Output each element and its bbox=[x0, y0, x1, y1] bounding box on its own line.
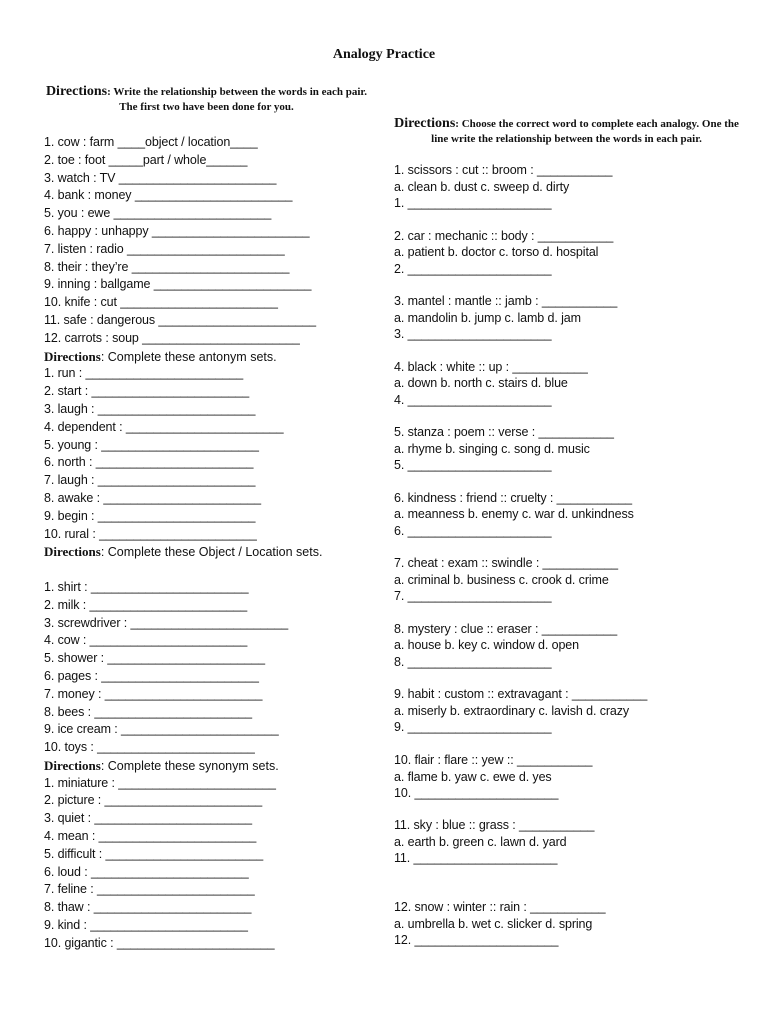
question-choices: a. miserly b. extraordinary c. lavish d. crazy bbox=[394, 703, 630, 718]
synonym-directions bbox=[44, 757, 364, 775]
synonym-item[interactable]: 2. picture : _______________________ bbox=[44, 793, 263, 808]
directions-label: Directions bbox=[44, 757, 101, 773]
synonym-item[interactable]: 10. gigantic : _______________________ bbox=[44, 935, 275, 950]
object-location-item[interactable]: 7. money : _______________________ bbox=[44, 686, 263, 701]
page-title: Analogy Practice bbox=[332, 47, 436, 62]
synonym-item[interactable]: 6. loud : _______________________ bbox=[44, 864, 249, 879]
analogy-question bbox=[394, 621, 734, 671]
question-prompt[interactable]: 5. stanza : poem :: verse : ___________ bbox=[394, 425, 614, 439]
question-choices: a. umbrella b. wet c. slicker d. spring bbox=[394, 916, 593, 931]
question-prompt[interactable]: 2. car : mechanic :: body : ___________ bbox=[394, 228, 614, 243]
answer-line[interactable]: 10. _____________________ bbox=[394, 786, 559, 800]
analogy-question bbox=[394, 228, 734, 278]
question-prompt[interactable]: 9. habit : custom :: extravagant : ___________ bbox=[394, 687, 648, 701]
question-prompt[interactable]: 3. mantel : mantle :: jamb : ___________ bbox=[394, 294, 618, 308]
right-column bbox=[394, 116, 739, 947]
synonym-item[interactable]: 8. thaw : _______________________ bbox=[44, 900, 252, 915]
answer-line[interactable]: 11. _____________________ bbox=[394, 851, 558, 865]
directions-text: : Complete these Object / Location sets. bbox=[100, 545, 323, 560]
object-location-item[interactable]: 4. cow : _______________________ bbox=[44, 633, 248, 648]
question-choices: a. mandolin b. jump c. lamb d. jam bbox=[394, 310, 581, 325]
object-location-item[interactable]: 6. pages : _______________________ bbox=[44, 668, 259, 683]
analogy-question bbox=[394, 359, 734, 409]
antonym-item[interactable]: 9. begin : _______________________ bbox=[44, 508, 256, 523]
answer-line[interactable]: 2. _____________________ bbox=[394, 261, 552, 276]
answer-line[interactable]: 4. _____________________ bbox=[394, 392, 552, 407]
relationship-pair[interactable]: 7. listen : radio _______________________ bbox=[44, 241, 285, 256]
object-location-item[interactable]: 2. milk : _______________________ bbox=[44, 597, 248, 612]
synonym-item[interactable]: 1. miniature : _______________________ bbox=[44, 775, 276, 790]
antonym-item[interactable]: 6. north : _______________________ bbox=[44, 455, 254, 470]
analogy-question bbox=[394, 752, 734, 802]
question-choices: a. clean b. dust c. sweep d. dirty bbox=[394, 179, 570, 194]
directions-label: Directions bbox=[44, 348, 101, 364]
question-prompt[interactable]: 7. cheat : exam :: swindle : ___________ bbox=[394, 556, 618, 570]
directions-label: Directions bbox=[44, 544, 101, 560]
answer-line[interactable]: 9. _____________________ bbox=[394, 720, 552, 734]
analogy-question bbox=[394, 686, 734, 736]
question-choices: a. down b. north c. stairs d. blue bbox=[394, 376, 568, 390]
analogy-question bbox=[394, 424, 734, 474]
analogy-question bbox=[394, 490, 734, 540]
relationship-pair[interactable]: 5. you : ewe _______________________ bbox=[44, 206, 272, 221]
synonym-item[interactable]: 3. quiet : _______________________ bbox=[44, 811, 252, 826]
relationship-pair[interactable]: 10. knife : cut _______________________ bbox=[44, 295, 278, 310]
answer-line[interactable]: 12. _____________________ bbox=[394, 933, 559, 947]
answer-line[interactable]: 3. _____________________ bbox=[394, 327, 552, 341]
analogy-directions bbox=[394, 116, 739, 147]
object-location-item[interactable]: 8. bees : _______________________ bbox=[44, 704, 253, 719]
question-prompt[interactable]: 1. scissors : cut :: broom : ___________ bbox=[394, 163, 613, 177]
question-choices: a. patient b. doctor c. torso d. hospital bbox=[394, 245, 599, 259]
directions-label: Directions bbox=[45, 84, 108, 99]
directions-label: Directions bbox=[394, 116, 456, 131]
antonym-item[interactable]: 10. rural : _______________________ bbox=[44, 526, 257, 541]
synonym-item[interactable]: 9. kind : _______________________ bbox=[44, 918, 248, 933]
question-choices: a. flame b. yaw c. ewe d. yes bbox=[394, 769, 552, 784]
object-location-item[interactable]: 10. toys : _______________________ bbox=[44, 740, 255, 755]
answer-line[interactable]: 7. _____________________ bbox=[394, 589, 552, 603]
answer-line[interactable]: 8. _____________________ bbox=[394, 654, 552, 669]
analogy-question bbox=[394, 817, 734, 867]
answer-line[interactable]: 1. _____________________ bbox=[394, 196, 552, 210]
question-choices: a. house b. key c. window d. open bbox=[394, 638, 580, 652]
object-location-item[interactable]: 9. ice cream : _______________________ bbox=[44, 722, 279, 737]
relationship-pair[interactable]: 11. safe : dangerous _______________________ bbox=[44, 312, 317, 327]
antonym-item[interactable]: 7. laugh : _______________________ bbox=[44, 473, 256, 488]
question-prompt[interactable]: 12. snow : winter :: rain : ___________ bbox=[394, 900, 606, 914]
analogy-question bbox=[394, 162, 734, 212]
relationship-pair[interactable]: 3. watch : TV _______________________ bbox=[44, 170, 277, 185]
left-column bbox=[44, 84, 369, 950]
question-prompt[interactable]: 11. sky : blue :: grass : ___________ bbox=[394, 818, 595, 832]
relationship-pair[interactable]: 6. happy : unhappy _______________________ bbox=[44, 223, 310, 238]
antonym-item[interactable]: 8. awake : _______________________ bbox=[44, 490, 261, 505]
synonym-item[interactable]: 5. difficult : _______________________ bbox=[44, 846, 264, 861]
directions-text: : Complete these antonym sets. bbox=[100, 349, 277, 364]
object-location-item[interactable]: 3. screwdriver : _______________________ bbox=[44, 615, 289, 630]
question-prompt[interactable]: 4. black : white :: up : ___________ bbox=[394, 359, 588, 374]
antonym-item[interactable]: 3. laugh : _______________________ bbox=[44, 401, 256, 416]
object-location-item[interactable]: 1. shirt : _______________________ bbox=[44, 579, 249, 594]
answer-line[interactable]: 5. _____________________ bbox=[394, 458, 552, 472]
question-choices: a. rhyme b. singing c. song d. music bbox=[394, 441, 590, 456]
question-choices: a. earth b. green c. lawn d. yard bbox=[394, 834, 567, 849]
antonym-item[interactable]: 2. start : _______________________ bbox=[44, 384, 250, 399]
answer-line[interactable]: 6. _____________________ bbox=[394, 523, 552, 538]
directions-text: : Choose the correct word to complete each analogy. One the line write the relationship between the words in each pair. bbox=[431, 118, 739, 145]
antonym-item[interactable]: 5. young : _______________________ bbox=[44, 437, 259, 452]
directions-text: : Write the relationship between the words in each pair. The first two have been done for you. bbox=[107, 86, 368, 113]
question-prompt[interactable]: 10. flair : flare :: yew :: ___________ bbox=[394, 753, 593, 767]
relationship-pair[interactable]: 4. bank : money _______________________ bbox=[44, 188, 293, 203]
analogy-question bbox=[394, 293, 734, 343]
relationship-pair[interactable]: 1. cow : farm ____object / location____ bbox=[44, 135, 258, 149]
object-location-directions bbox=[44, 543, 364, 579]
analogy-question bbox=[394, 555, 734, 605]
antonym-directions bbox=[44, 348, 364, 366]
relationship-directions bbox=[44, 84, 369, 115]
question-choices: a. meanness b. enemy c. war d. unkindness bbox=[394, 507, 634, 521]
question-prompt[interactable]: 6. kindness : friend :: cruelty : ___________ bbox=[394, 490, 633, 505]
synonym-item[interactable]: 4. mean : _______________________ bbox=[44, 829, 257, 844]
relationship-pair[interactable]: 9. inning : ballgame _______________________ bbox=[44, 277, 312, 292]
synonym-item[interactable]: 7. feline : _______________________ bbox=[44, 882, 255, 897]
relationship-pair[interactable]: 12. carrots : soup _______________________ bbox=[44, 330, 300, 345]
relationship-pair-list bbox=[44, 134, 364, 953]
object-location-item[interactable]: 5. shower : _______________________ bbox=[44, 651, 266, 666]
question-prompt[interactable]: 8. mystery : clue :: eraser : ___________ bbox=[394, 621, 618, 636]
question-choices: a. criminal b. business c. crook d. crime bbox=[394, 572, 609, 587]
relationship-pair[interactable]: 2. toe : foot _____part / whole______ bbox=[44, 152, 248, 167]
relationship-pair[interactable]: 8. their : they’re _______________________ bbox=[44, 259, 290, 274]
analogy-question bbox=[394, 899, 734, 949]
antonym-item[interactable]: 1. run : _______________________ bbox=[44, 366, 244, 381]
directions-text: : Complete these synonym sets. bbox=[100, 758, 279, 773]
antonym-item[interactable]: 4. dependent : _______________________ bbox=[44, 419, 284, 434]
